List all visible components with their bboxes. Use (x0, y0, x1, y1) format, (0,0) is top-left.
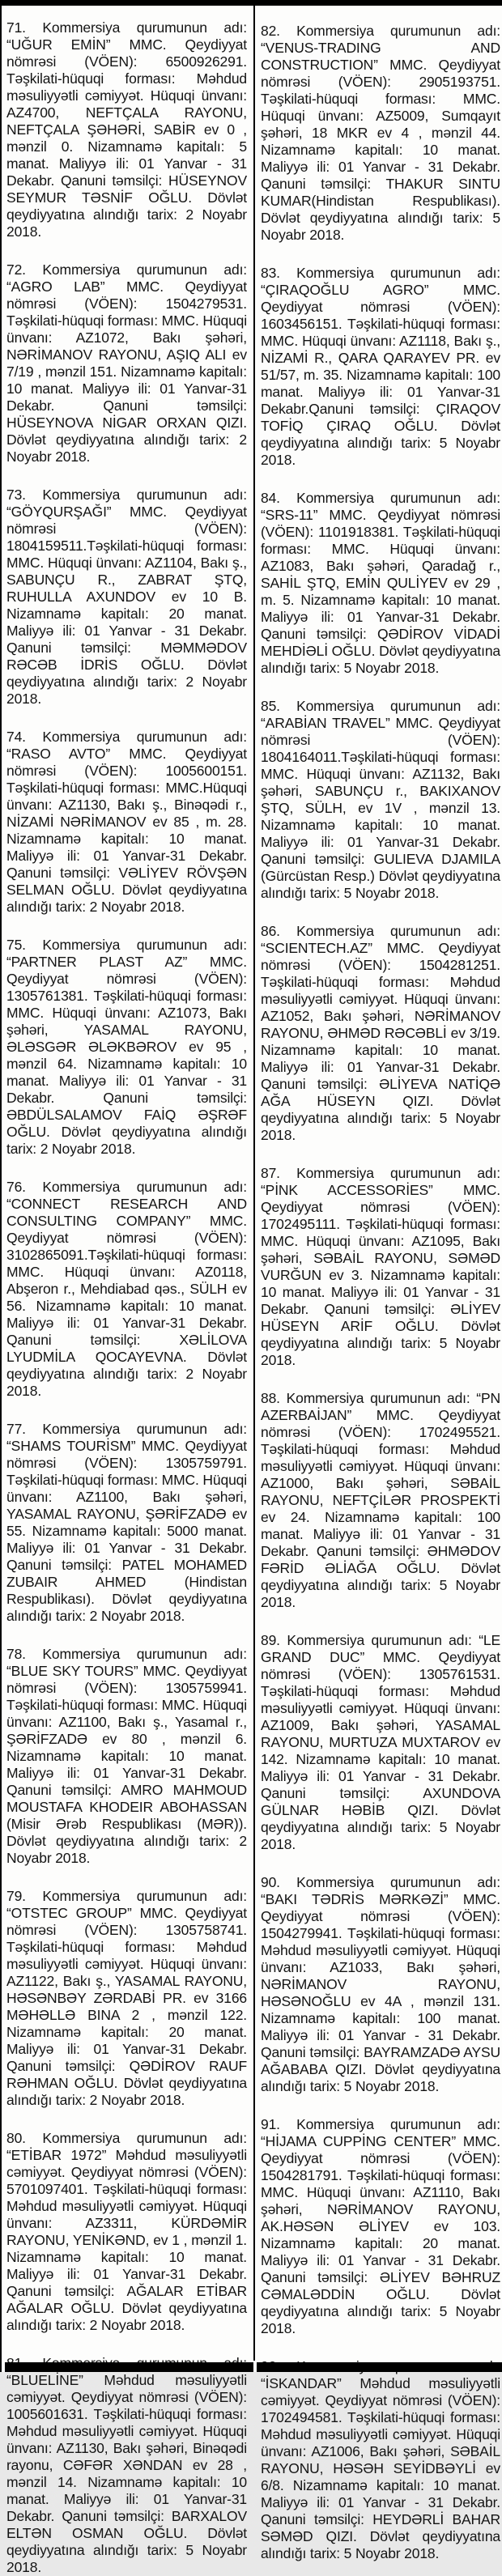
registry-entry: 73. Kommersiya qurumunun adı: “GÖYQURŞAĞI” MMC. Qeydiyyat nömrəsi (VÖEN): 1804159511.Təşkilati-hüquqi forması: MMC. Hüquqi ünvanı: AZ1104, Bakı ş., SABUNÇU R., ZABRAT ŞTQ, RUHULLA AXUNDOV ev 10 B. Nizamnamə kapitalı: 20 manat. Maliyyə ili: 01 Yanvar - 31 Dekabr. Qanuni təmsilçi: MƏMMƏDOV RƏCƏB İDRİS OĞLU. Dövlət qeydiyyatına alındığı tarix: 2 Noyabr 2018. (6, 487, 247, 707)
registry-entry: 88. Kommersiya qurumunun adı: “PN AZERBAİJAN” MMC. Qeydiyyat nömrəsi (VÖEN): 1702495521. Təşkilati-hüquqi forması: Məhdud məsuliyyətli cəmiyyət. Hüquqi ünvanı: AZ1000, Bakı şəhəri, SƏBAİL RAYONU, NEFTÇİLƏR PROSPEKTİ ev 24. Nizamnamə kapitalı: 100 manat. Maliyyə ili: 01 Yanvar - 31 Dekabr. Qanuni təmsilçi: ƏHMƏDOV FƏRİD ƏLİAĞA OĞLU. Dövlət qeydiyyatına alındığı tarix: 5 Noyabr 2018. (261, 1390, 500, 1610)
registry-entry: “İSKANDAR” Məhdud məsuliyyətli cəmiyyət. Qeydiyyat nömrəsi (VÖEN): 1702494581. Təşkilati-hüquqi forması: Məhdud məsuliyyətli cəmiyyət. Hüquqi ünvanı: AZ1006, Bakı şəhəri, SƏBAİL RAYONU, HƏSƏH SEYİDBƏYLİ ev 6/8. Nizamnamə kapitalı: 10 manat. Maliyyə ili: 01 Yanvar - 31 Dekabr. Qanuni təmsilçi: HEYDƏRLİ BAHAR SƏMƏD QIZI. Dövlət qeydiyyatına alındığı tarix: 5 Noyabr 2018. (261, 2375, 500, 2561)
column-left (6, 0, 247, 2576)
registry-entry: 71. Kommersiya qurumunun adı: “UĞUR EMİN” MMC. Qeydiyyat nömrəsi (VÖEN): 6500926291. Təşkilati-hüquqi forması: Məhdud məsuliyyətli cəmiyyət. Hüquqi ünvanı: AZ4700, NEFTÇALA RAYONU, NEFTÇALA ŞƏHƏRİ, SABİR ev 0 , mənzil 0. Nizamnamə kapitalı: 5 manat. Maliyyə ili: 01 Yanvar - 31 Dekabr. Qanuni təmsilçi: HÜSEYNOV SEYMUR TƏSNİF OĞLU. Dövlət qeydiyyatına alındığı tarix: 2 Noyabr 2018. (6, 19, 247, 240)
registry-entry: 82. Kommersiya qurumunun adı: “VENUS-TRADING AND CONSTRUCTION” MMC. Qeydiyyat nömrəsi (VÖEN): 2905193751. Təşkilati-hüquqi forması: MMC. Hüquqi ünvanı: AZ5009, Sumqayıt şəhəri, 18 MKR ev 4 , mənzil 44. Nizamnamə kapitalı: 10 manat. Maliyyə ili: 01 Yanvar - 31 Dekabr. Qanuni təmsilçi: THAKUR SINTU KUMAR(Hindistan Respublikası). Dövlət qeydiyyatına alındığı tarix: 5 Noyabr 2018. (261, 23, 500, 243)
registry-entry: 89. Kommersiya qurumunun adı: “LE GRAND DUC” MMC. Qeydiyyat nömrəsi (VÖEN): 1305761531. Təşkilati-hüquqi forması: Məhdud məsuliyyətli cəmiyyət. Hüquqi ünvanı: AZ1009, Bakı şəhəri, YASAMAL RAYONU, MURTUZA MUXTAROV ev 142. Nizamnamə kapitalı: 10 manat. Maliyyə ili: 01 Yanvar - 31 Dekabr. Qanuni təmsilçi: AXUNDOVA GÜLNAR HƏBİB QIZI. Dövlət qeydiyyatına alındığı tarix: 5 Noyabr 2018. (261, 1632, 500, 1852)
registry-entry: 77. Kommersiya qurumunun adı: “SHAMS TOURİSM” MMC. Qeydiyyat nömrəsi (VÖEN): 1305759791. Təşkilati-hüquqi forması: MMC. Hüquqi ünvanı: AZ1100, Bakı şəhəri, YASAMAL RAYONU, ŞƏRİFZADƏ ev 55. Nizamnamə kapitalı: 5000 manat. Maliyyə ili: 01 Yanvar - 31 Dekabr. Qanuni təmsilçi: PATEL MOHAMED ZUBAIR AHMED (Hindistan Respublikası). Dövlət qeydiyyatına alındığı tarix: 2 Noyabr 2018. (6, 1421, 247, 1624)
bottom-rule-left (5, 2362, 253, 2372)
registry-entry: 86. Kommersiya qurumunun adı: “SCIENTECH.AZ” MMC. Qeydiyyat nömrəsi (VÖEN): 1504281251. Təşkilati-hüquqi forması: Məhdud məsuliyyətli cəmiyyət. Hüquqi ünvanı: AZ1052, Bakı şəhəri, NƏRİMANOV RAYONU, ƏHMƏD RƏCƏBLİ ev 3/19. Nizamnamə kapitalı: 10 manat. Maliyyə ili: 01 Yanvar-31 Dekabr. Qanuni təmsilçi: ƏLİYEVA NATİQƏ AĞA HÜSEYN QIZI. Dövlət qeydiyyatına alındığı tarix: 5 Noyabr 2018. (261, 923, 500, 1143)
registry-entry: 74. Kommersiya qurumunun adı: “RASO AVTO” MMC. Qeydiyyat nömrəsi (VÖEN): 1005600151. Təşkilati-hüquqi forması: MMC.Hüquqi ünvanı: AZ1130, Bakı ş., Binəqədi r., NİZAMİ NƏRİMANOV ev 85 , m. 28. Nizamnamə kapitalı: 10 manat. Maliyyə ili: 01 Yanvar-31 Dekabr. Qanuni təmsilçi: VƏLİYEV RÖVŞƏN SELMAN OĞLU. Dövlət qeydiyyatına alındığı tarix: 2 Noyabr 2018. (6, 729, 247, 915)
registry-entry: 90. Kommersiya qurumunun adı: “BAKI TƏDRİS MƏRKƏZİ” MMC. Qeydiyyat nömrəsi (VÖEN): 1504279941. Təşkilati-hüquqi forması: Məhdud məsuliyyətli cəmiyyət. Hüquqi ünvanı: AZ1033, Bakı şəhəri, NƏRİMANOV RAYONU, HƏSƏNOĞLU ev 4A , mənzil 131. Nizamnamə kapitalı: 100 manat. Maliyyə ili: 01 Yanvar - 31 Dekabr. Qanuni təmsilçi: BAYRAMZADƏ AYSU AĞABABA QIZI. Dövlət qeydiyyatına alındığı tarix: 5 Noyabr 2018. (261, 1874, 500, 2094)
registry-entry: “BLUELİNE” Məhdud məsuliyyətli cəmiyyət. Qeydiyyat nömrəsi (VÖEN): 1005601631. Təşkilati-hüquqi forması: Məhdud məsuliyyətli cəmiyyət. Hüquqi ünvanı: AZ1130, Bakı şəhəri, Binəqədi rayonu, CƏFƏR XƏNDAN ev 28 , mənzil 14. Nizamnamə kapitalı: 10 manat. Maliyyə ili: 01 Yanvar-31 Dekabr. Qanuni təmsilçi: BARXALOV ELTƏN OSMAN OĞLU. Dövlət qeydiyyatına alındığı tarix: 5 Noyabr 2018. (6, 2372, 247, 2575)
registry-entry: 84. Kommersiya qurumunun adı: “SRS-11” MMC. Qeydiyyat nömrəsi (VÖEN): 1101918381. Təşkilati-hüquqi forması: MMC. Hüquqi ünvanı: AZ1083, Bakı şəhəri, Qaradağ r., SAHİL ŞTQ, EMİN QULİYEV ev 29 , m. 5. Nizamnamə kapitalı: 10 manat. Maliyyə ili: 01 Yanvar-31 Dekabr. Qanuni təmsilçi: QƏDİROV VİDADİ MEHDİƏLİ OĞLU. Dövlət qeydiyyatına alındığı tarix: 5 Noyabr 2018. (261, 490, 500, 676)
registry-entry: 83. Kommersiya qurumunun adı: “ÇIRAQOĞLU AGRO” MMC. Qeydiyyat nömrəsi (VÖEN): 1603456151. Təşkilati-hüquqi forması: MMC. Hüquqi ünvanı: AZ1118, Bakı ş., NİZAMİ R., QARA QARAYEV PR. ev 51/57, m. 35. Nizamnamə kapitalı: 100 manat. Maliyyə ili: 01 Yanvar-31 Dekabr.Qanuni təmsilçi: ÇIRAQOV TOFİQ ÇIRAQ OĞLU. Dövlət qeydiyyatına alındığı tarix: 5 Noyabr 2018. (261, 265, 500, 468)
column-right (261, 0, 500, 2562)
registry-entry: 87. Kommersiya qurumunun adı: “PİNK ACCESSORİES” MMC. Qeydiyyat nömrəsi (VÖEN): 1702495111. Təşkilati-hüquqi forması: MMC. Hüquqi ünvanı: AZ1095, Bakı şəhəri, SƏBAİL RAYONU, SƏMƏD VURĞUN ev 3. Nizamnamə kapitalı: 10 manat. Maliyyə ili: 01 Yanvar - 31 Dekabr. Qanuni təmsilçi: ƏLİYEV HÜSEYN ARİF OĞLU. Dövlət qeydiyyatına alındığı tarix: 5 Noyabr 2018. (261, 1165, 500, 1368)
registry-entry: 91. Kommersiya qurumunun adı: “HİJAMA CUPPİNG CENTER” MMC. Qeydiyyat nömrəsi (VÖEN): 1504281791. Təşkilati-hüquqi forması: MMC. Hüquqi ünvanı: AZ1110, Bakı şəhəri, NƏRİMANOV RAYONU, AK.HƏSƏN ƏLİYEV ev 103. Nizamnamə kapitalı: 20 manat. Maliyyə ili: 01 Yanvar - 31 Dekabr. Qanuni təmsilçi: ƏLİYEV BƏHRUZ CƏMALƏDDİN OĞLU. Dövlət qeydiyyatına alındığı tarix: 5 Noyabr 2018. (261, 2116, 500, 2336)
registry-entry: 80. Kommersiya qurumunun adı: “ETİBAR 1972” Məhdud məsuliyyətli cəmiyyət. Qeydiyyat nömrəsi (VÖEN): 5701097401. Təşkilati-hüquqi forması: Məhdud məsuliyyətli cəmiyyət. Hüquqi ünvanı: AZ3311, KÜRDƏMİR RAYONU, YENİKƏND, ev 1 , mənzil 1. Nizamnamə kapitalı: 10 manat. Maliyyə ili: 01 Yanvar-31 Dekabr. Qanuni təmsilçi: AĞALAR ETİBAR AĞALAR OĞLU. Dövlət qeydiyyatına alındığı tarix: 2 Noyabr 2018. (6, 2130, 247, 2333)
registry-entry: 78. Kommersiya qurumunun adı: “BLUE SKY TOURS” MMC. Qeydiyyat nömrəsi (VÖEN): 1305759941. Təşkilati-hüquqi forması: MMC. Hüquqi ünvanı: AZ1100, Bakı ş., Yasamal r., ŞƏRİFZADƏ ev 80 , mənzil 6. Nizamnamə kapitalı: 10 manat. Maliyyə ili: 01 Yanvar-31 Dekabr. Qanuni təmsilçi: AMRO MAHMOUD MOUSTAFA KHODEIR ABOHASSAN (Misir Ərəb Respublikası (MƏR)). Dövlət qeydiyyatına alındığı tarix: 2 Noyabr 2018. (6, 1646, 247, 1866)
registry-entry: 76. Kommersiya qurumunun adı: “CONNECT RESEARCH AND CONSULTING COMPANY” MMC. Qeydiyyat nömrəsi (VÖEN): 3102865091.Təşkilati-hüquqi forması: MMC. Hüquqi ünvanı: AZ0118, Abşeron r., Mehdiabad qəs., SÜLH ev 56. Nizamnamə kapitalı: 10 manat. Maliyyə ili: 01 Yanvar-31 Dekabr. Qanuni təmsilçi: XƏLİLOVA LYUDMİLA QOCAYEVNA. Dövlət qeydiyyatına alındığı tarix: 2 Noyabr 2018. (6, 1179, 247, 1399)
registry-entry: 85. Kommersiya qurumunun adı: “ARABİAN TRAVEL” MMC. Qeydiyyat nömrəsi (VÖEN): 1804164011.Təşkilati-hüquqi forması: MMC. Hüquqi ünvanı: AZ1132, Bakı şəhəri, SABUNÇU r., BAKIXANOV ŞTQ, SÜLH, ev 1V , mənzil 13. Nizamnamə kapitalı: 10 manat. Maliyyə ili: 01 Yanvar-31 Dekabr. Qanuni təmsilçi: GULIEVA DJAMILA (Gürcüstan Resp.) Dövlət qeydiyyatına alındığı tarix: 5 Noyabr 2018. (261, 698, 500, 901)
registry-entry: 79. Kommersiya qurumunun adı: “OTSTEC GROUP” MMC. Qeydiyyat nömrəsi (VÖEN): 1305758741. Təşkilati-hüquqi forması: Məhdud məsuliyyətli cəmiyyət. Hüquqi ünvanı: AZ1122, Bakı ş., YASAMAL RAYONU, HƏSƏNBƏY ZƏRDABİ PR. ev 3166 MƏHƏLLƏ BINA 2 , mənzil 122. Nizamnamə kapitalı: 20 manat. Maliyyə ili: 01 Yanvar-31 Dekabr. Qanuni təmsilçi: QƏDİROV RAUF RƏHMAN OĞLU. Dövlət qeydiyyatına alındığı tarix: 2 Noyabr 2018. (6, 1888, 247, 2108)
column-divider-rule (253, 0, 255, 2361)
bottom-rule-right (257, 2362, 502, 2372)
registry-entry: 75. Kommersiya qurumunun adı: “PARTNER PLAST AZ” MMC. Qeydiyyat nömrəsi (VÖEN): 1305761381. Təşkilati-hüquqi forması: MMC. Hüquqi ünvanı: AZ1073, Bakı şəhəri, YASAMAL RAYONU, ƏLƏSGƏR ƏLƏKBƏROV ev 95 , mənzil 64. Nizamnamə kapitalı: 10 manat. Maliyyə ili: 01 Yanvar - 31 Dekabr. Qanuni təmsilçi: ƏBDÜLSALAMOV FAİQ ƏŞRƏF OĞLU. Dövlət qeydiyyatına alındığı tarix: 2 Noyabr 2018. (6, 937, 247, 1157)
left-rule (0, 0, 2, 2372)
registry-entry: 72. Kommersiya qurumunun adı: “AGRO LAB” MMC. Qeydiyyat nömrəsi (VÖEN): 1504279531. Təşkilati-hüquqi forması: MMC. Hüquqi ünvanı: AZ1072, Bakı şəhəri, NƏRİMANOV RAYONU, AŞIQ ALI ev 7/19 , mənzil 151. Nizamnamə kapitalı: 10 manat. Maliyyə ili: 01 Yanvar-31 Dekabr. Qanuni təmsilçi: HÜSEYNOVA NİGAR ORXAN QIZI. Dövlət qeydiyyatına alındığı tarix: 2 Noyabr 2018. (6, 261, 247, 465)
